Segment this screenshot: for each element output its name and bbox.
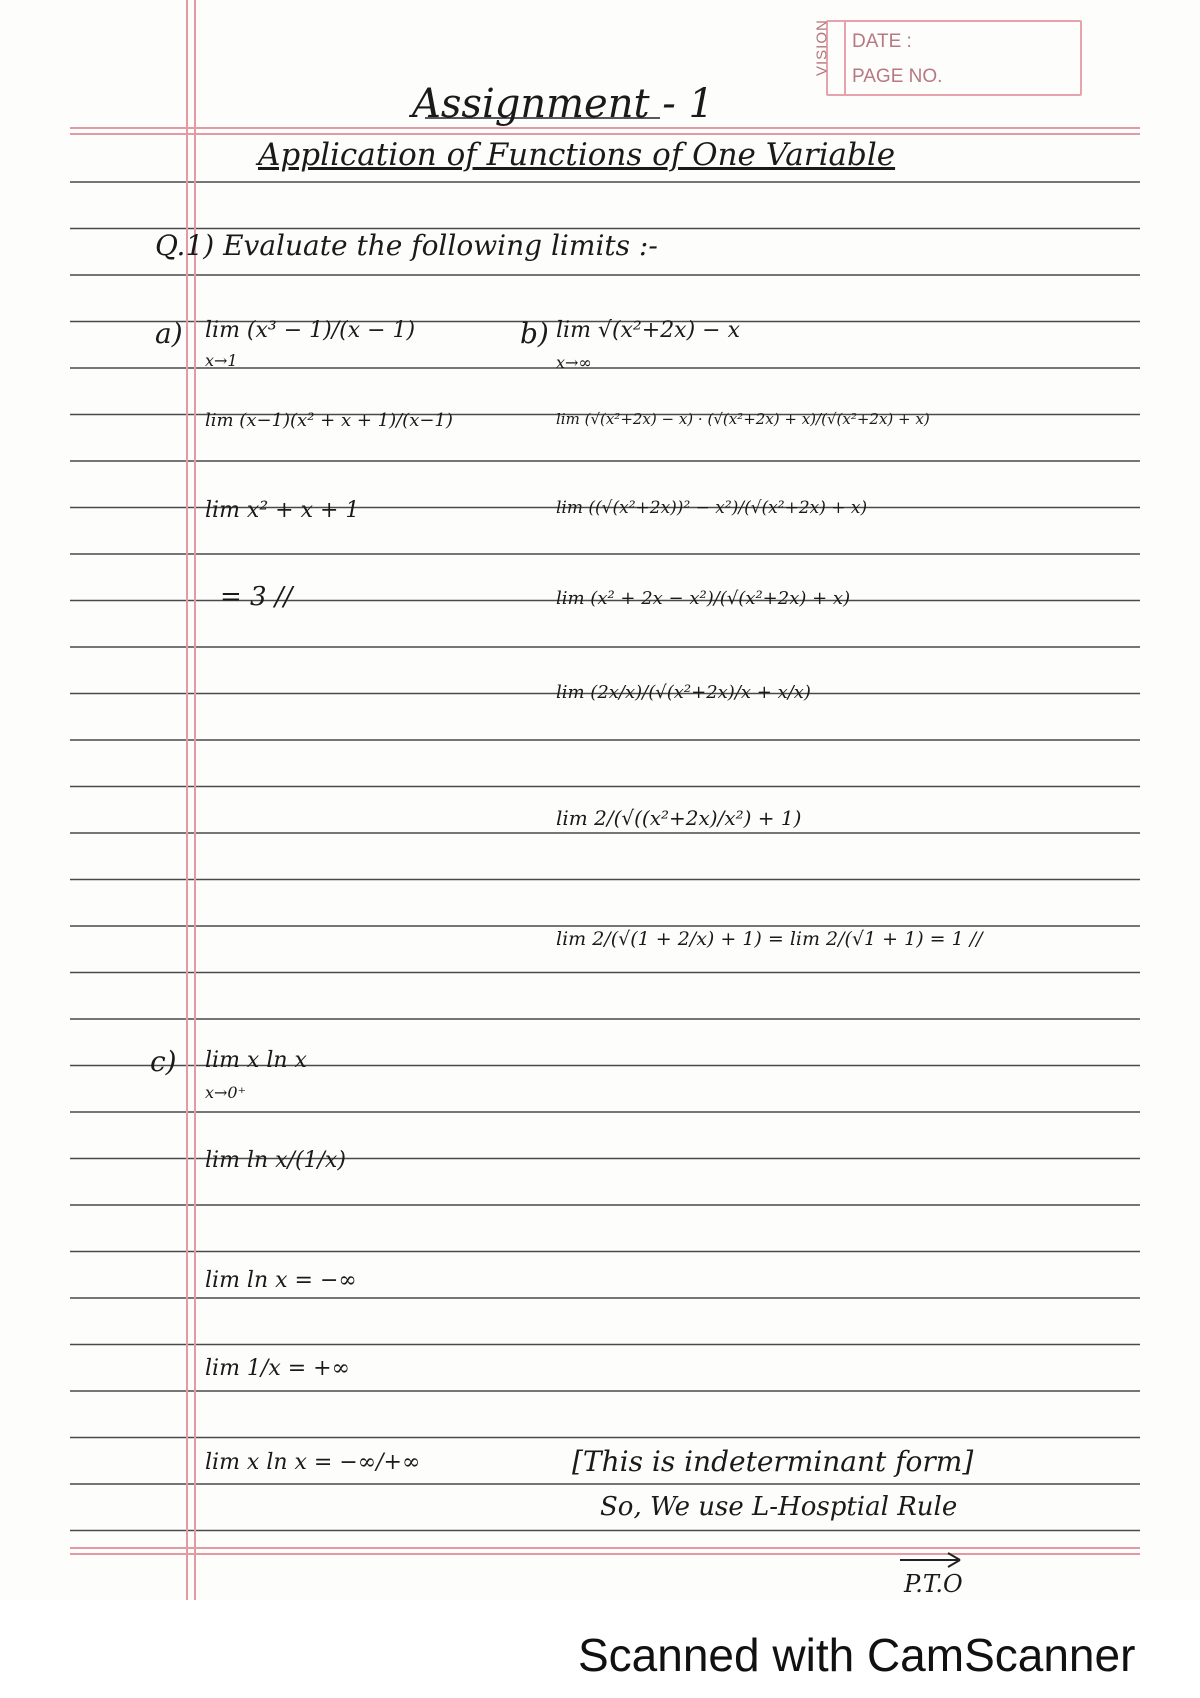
assignment-subtitle: Application of Functions of One Variable xyxy=(258,137,896,173)
part-b-step-3: lim ((√(x²+2x))² − x²)/(√(x²+2x) + x) xyxy=(556,498,868,518)
scanner-caption: Scanned with CamScanner xyxy=(578,1629,1136,1681)
part-b-label: b) xyxy=(520,317,549,350)
part-b-step-4: lim (x² + 2x − x²)/(√(x²+2x) + x) xyxy=(556,588,851,609)
page-number-label: PAGE NO. xyxy=(852,66,943,87)
part-a-limit-subscript: x→1 xyxy=(205,351,238,370)
part-a-step-3: lim x² + x + 1 xyxy=(205,498,360,523)
pto-label: P.T.O xyxy=(904,1570,963,1598)
date-box-divider xyxy=(844,20,846,96)
part-a-label: a) xyxy=(155,317,183,350)
question-heading: Q.1) Evaluate the following limits :- xyxy=(155,229,658,262)
part-c-step-3: lim ln x = −∞ xyxy=(205,1268,357,1293)
vision-brand-label: VISION xyxy=(813,19,831,76)
part-c-label: c) xyxy=(150,1045,177,1078)
part-b-step-6: lim 2/(√((x²+2x)/x²) + 1) xyxy=(556,806,802,830)
part-b-step-1: lim √(x²+2x) − x xyxy=(556,318,741,343)
part-c-step-1: lim x ln x xyxy=(205,1048,307,1073)
part-a-step-2: lim (x−1)(x² + x + 1)/(x−1) xyxy=(205,410,453,431)
part-a-step-1: lim (x³ − 1)/(x − 1) xyxy=(205,318,416,343)
part-b-step-5: lim (2x/x)/(√(x²+2x)/x + x/x) xyxy=(556,682,811,703)
part-a-answer: = 3 // xyxy=(220,582,293,612)
pto-arrow-head xyxy=(948,1560,960,1567)
part-b-step-2: lim (√(x²+2x) − x) · (√(x²+2x) + x)/(√(x²+2x) + x) xyxy=(556,410,930,428)
part-c-step-5: lim x ln x = −∞/+∞ xyxy=(205,1450,421,1475)
date-label: DATE : xyxy=(852,31,912,52)
part-b-limit-subscript: x→∞ xyxy=(556,353,592,372)
part-c-limit-subscript: x→0⁺ xyxy=(205,1083,247,1102)
indeterminate-note: [This is indeterminant form] xyxy=(572,1445,974,1478)
assignment-title: Assignment - 1 xyxy=(412,81,714,127)
l-hospital-note: So, We use L-Hosptial Rule xyxy=(600,1492,958,1522)
part-c-step-4: lim 1/x = +∞ xyxy=(205,1356,350,1381)
part-b-step-7: lim 2/(√(1 + 2/x) + 1) = lim 2/(√1 + 1) = 1 // xyxy=(556,928,983,950)
part-c-step-2: lim ln x/(1/x) xyxy=(205,1148,346,1173)
